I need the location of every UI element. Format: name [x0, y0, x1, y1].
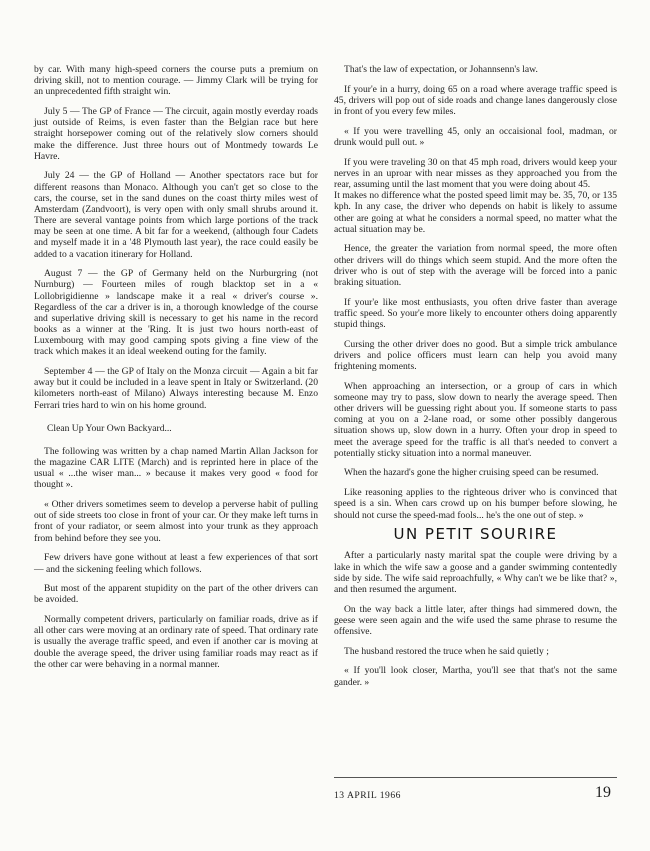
paragraph: July 5 — The GP of France — The circuit, again mostly everday roads just outside of Reims, is even faster than the Belgian race but here straight horsepower coming out of the relatively slow corners should make the difference. Just three hours out of Montmedy towards Le Havre.	[34, 106, 318, 162]
paragraph: That's the law of expectation, or Johannsenn's law.	[344, 64, 538, 75]
paragraph: If your'e in a hurry, doing 65 on a road where average traffic speed is 45, drivers will pop out of side roads and change lanes dangerously close in front of you every few miles.	[334, 83, 617, 118]
page-number: 19	[595, 784, 611, 801]
paragraph: « Other drivers sometimes seem to develop a perverse habit of pulling out of side streets too close in front of your car. Or they make left turns in front of your radiator, or seem almost into your trunk as they approach from behind before they see you.	[34, 499, 318, 544]
paragraph: Cursing the other driver does no good. But a simple trick ambulance drivers and police officers must learn can help you avoid many frightening moments.	[334, 338, 617, 372]
paragraph: Few drivers have gone without at least a few experiences of that sort — and the sickening feeling which follows.	[34, 552, 318, 575]
paragraph: When approaching an intersection, or a group of cars in which someone may try to pass, slow down to nearly the average speed. Then other drivers will be guessing right about you. If someone starts to pass coming at you on a 2-lane road, or some other possibly dangerous situation shows up, slow down in a hurry. Often your drop in speed to meet the average speed for the traffic is all that's needed to convert a potentially sticky situation into a normal maneuver.	[334, 380, 617, 459]
paragraph: But most of the apparent stupidity on the part of the other drivers can be avoided.	[34, 583, 318, 606]
paragraph: July 24 — the GP of Holland — Another spectators race but for different reasons than Monaco. Although you can't get so close to the cars, the course, set in the sand dunes on the coast thirty miles west of Amsterdam (Zandvoort), is very open with only small shrubs around it. There are several vantage points from which large portions of the track may be seen at one time. A bit far for a weekend, (although four Cadets and myself made it in a '48 Plymouth last year), the race could easily be added to a vacation itinerary for Holland.	[34, 170, 318, 260]
paragraph: On the way back a little later, after things had simmered down, the geese were seen again and the wife used the same phrase to resume the offensive.	[334, 603, 617, 637]
issue-date: 13 APRIL 1966	[334, 790, 401, 801]
paragraph: After a particularly nasty marital spat the couple were driving by a lake in which the wife saw a goose and a gander swimming contentedly side by side. The wife said reproachfully, « Why can't we be like that? », and then resumed the argument.	[334, 550, 617, 595]
right-column	[334, 64, 617, 696]
paragraph: September 4 — the GP of Italy on the Monza circuit — Again a bit far away but it could be included in a leave spent in Italy or Switzerland. (20 kilometers north-east of Milano) Always interesting because M. Enzo Ferrari tries hard to win on his home ground.	[34, 366, 318, 411]
paragraph: « If you'll look closer, Martha, you'll see that that's not the same gander. »	[334, 665, 617, 688]
left-column	[34, 64, 318, 679]
paragraph: August 7 — the GP of Germany held on the Nurburgring (not Nurnburg) — Fourteen miles of rough blacktop set in a « Lollobrigidienne » landscape make it a real « driver's course ». Regardless of the car a driver is in, a thorough knowledge of the course and superlative driving skill is necessary to get his name in the record books as a winner at the 'Ring. It is just two hours north-east of Luxembourg with may good camping spots giving a fine view of the track which makes it an ideal weekend outing for the family.	[34, 268, 318, 358]
paragraph: If you were traveling 30 on that 45 mph road, drivers would keep your nerves in an uproar with near misses as they approached you from the rear, assuming until the last moment that you were doing about 45.	[334, 156, 617, 191]
section-headline: UN PETIT SOURIRE	[393, 525, 558, 544]
paragraph: When the hazard's gone the higher cruising speed can be resumed.	[344, 467, 599, 479]
paragraph: The following was written by a chap named Martin Allan Jackson for the magazine CAR LITE (March) and is reprinted here in place of the usual « ...the wiser man... » because it makes very good « food for thought ».	[34, 445, 318, 491]
paragraph: If your'e like most enthusiasts, you often drive faster than average traffic speed. So your'e more likely to encounter others doing apparently stupid things.	[334, 296, 617, 330]
paragraph: Normally competent drivers, particularly on familiar roads, drive as if all other cars were moving at an ordinary rate of speed. That ordinary rate is usually the average traffic speed, and even if another car is moving at double the average speed, the driver using familiar roads may react as if the other car were behaving in a normal manner.	[34, 614, 318, 670]
paragraph: Like reasoning applies to the righteous driver who is convinced that speed is a sin. When cars crowd up on his bumper before slowing, he should not curse the speed-mad fools... he's the one out of step. »	[334, 487, 617, 521]
section-subheading: Clean Up Your Own Backyard...	[47, 422, 172, 434]
paragraph: It makes no difference what the posted speed limit may be. 35, 70, or 135 kph. In any case, the driver who depends on habit is likely to assume other are going at what he considers a normal speed, no matter what the actual situation may be.	[334, 190, 617, 235]
paragraph: Hence, the greater the variation from normal speed, the more often other drivers will do things which seem stupid. And the more often the driver who is out of step with the average will be forced into a panic braking situation.	[334, 243, 617, 288]
paragraph: The husband restored the truce when he said quietly ;	[344, 645, 549, 657]
paragraph: by car. With many high-speed corners the course puts a premium on driving skill, not to mention courage. — Jimmy Clark will be trying for an unprecedented fifth straight win.	[34, 64, 318, 98]
page-footer	[334, 777, 617, 801]
paragraph: « If you were travelling 45, only an occaisional fool, madman, or drunk would pull out. »	[334, 125, 617, 148]
